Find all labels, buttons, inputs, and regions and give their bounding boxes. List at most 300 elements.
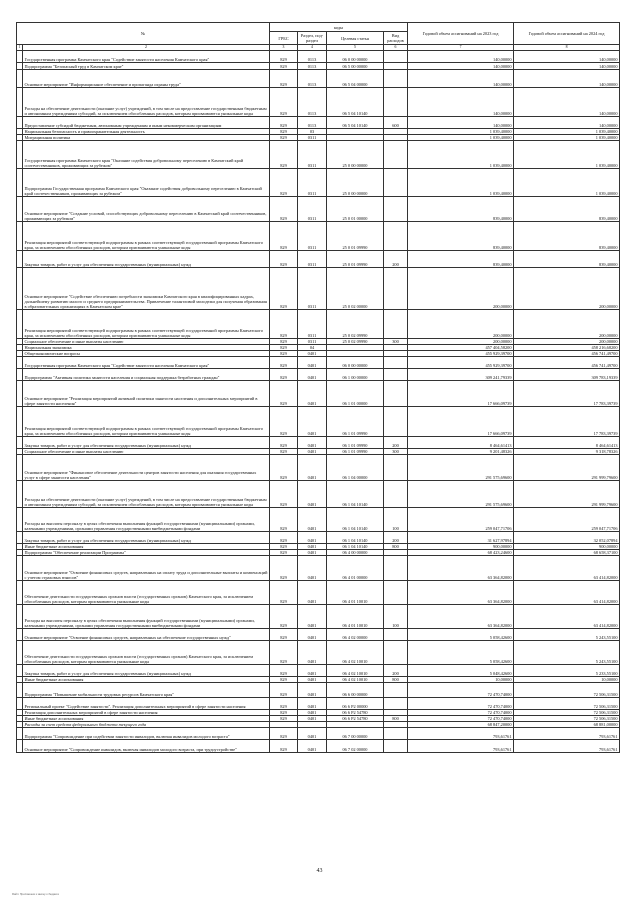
header-num: № bbox=[17, 23, 270, 45]
row-razdel: 0311 bbox=[298, 197, 327, 222]
row-vid bbox=[384, 141, 408, 169]
table-row bbox=[17, 357, 620, 369]
row-value-2023: 457 404,58200 bbox=[408, 345, 514, 351]
row-vid bbox=[384, 581, 408, 605]
row-value-2023: 8 464,61413 bbox=[408, 437, 514, 449]
row-name: Государственная программа Камчатского края "Содействие занятости населения Камчатского края" bbox=[23, 51, 270, 63]
row-value-2024: 291 999,79600 bbox=[514, 481, 620, 508]
row-value-2023: 140,00000 bbox=[408, 88, 514, 117]
row-grbs: 829 bbox=[270, 449, 298, 455]
row-name: Реализация мероприятий соответствующей подпрограммы в рамках соответствующей государственной программы Камчатского края, за исключением обособленных расходов, которым присваиваются уникальные коды bbox=[23, 222, 270, 251]
row-value-2023: 68 847,20000 bbox=[408, 722, 514, 728]
row-vid bbox=[384, 728, 408, 740]
row-article: 06 1 04 10140 bbox=[327, 544, 384, 550]
row-value-2024: 200,00000 bbox=[514, 339, 620, 345]
row-name: Обеспечение деятельности государственных органов власти (государственных органов) Камчатского края, за исключением обособленных расходов, которым присваиваются уникальные коды bbox=[23, 641, 270, 665]
row-vid bbox=[384, 455, 408, 481]
row-grbs: 829 bbox=[270, 716, 298, 722]
budget-sheet bbox=[16, 22, 619, 753]
row-value-2024: 1 039,40000 bbox=[514, 129, 620, 135]
column-number: 6 bbox=[384, 45, 408, 51]
row-razdel: 0401 bbox=[298, 544, 327, 550]
row-vid bbox=[384, 556, 408, 581]
row-vid bbox=[384, 70, 408, 88]
row-article: 06 1 00 00000 bbox=[327, 369, 384, 381]
row-grbs: 829 bbox=[270, 135, 298, 141]
row-article: 25 0 02 00000 bbox=[327, 268, 384, 310]
row-razdel: 0113 bbox=[298, 51, 327, 63]
row-value-2023: 68 423,24600 bbox=[408, 550, 514, 556]
row-grbs: 829 bbox=[270, 51, 298, 63]
row-article: 06 4 00 00000 bbox=[327, 550, 384, 556]
row-value-2023: 1 039,40000 bbox=[408, 135, 514, 141]
row-article: 25 0 01 00000 bbox=[327, 197, 384, 222]
row-value-2024: 140,00000 bbox=[514, 70, 620, 88]
column-number: 5 bbox=[327, 45, 384, 51]
row-value-2023: 9 201,48326 bbox=[408, 449, 514, 455]
row-name: Закупка товаров, работ и услуг для обеспечения государственных (муниципальных) нужд bbox=[23, 665, 270, 677]
row-value-2024: 458 216,68200 bbox=[514, 345, 620, 351]
row-name: Реализация дополнительных мероприятий в сфере занятости населения bbox=[23, 710, 270, 716]
row-grbs: 829 bbox=[270, 455, 298, 481]
row-value-2024: 839,40000 bbox=[514, 251, 620, 268]
row-grbs: 829 bbox=[270, 169, 298, 197]
row-grbs: 829 bbox=[270, 508, 298, 532]
row-razdel: 0113 bbox=[298, 88, 327, 117]
table-row bbox=[17, 437, 620, 449]
row-value-2023: 900,00000 bbox=[408, 544, 514, 550]
row-grbs: 829 bbox=[270, 437, 298, 449]
row-value-2023: 72 470,74000 bbox=[408, 710, 514, 716]
table-row bbox=[17, 169, 620, 197]
row-razdel: 0401 bbox=[298, 677, 327, 683]
table-row bbox=[17, 698, 620, 710]
row-grbs: 829 bbox=[270, 117, 298, 129]
row-value-2024: 72 506,31500 bbox=[514, 710, 620, 716]
row-vid bbox=[384, 481, 408, 508]
row-value-2023: 63 364,82000 bbox=[408, 605, 514, 629]
row-grbs: 829 bbox=[270, 268, 298, 310]
table-row bbox=[17, 369, 620, 381]
row-name: Подпрограмма "Активная политика занятости населения и социальная поддержка безработных граждан" bbox=[23, 369, 270, 381]
header-grbs: ГРБС bbox=[270, 32, 298, 45]
row-grbs: 829 bbox=[270, 310, 298, 339]
row-article: 25 0 02 09990 bbox=[327, 339, 384, 345]
row-name: Основное мероприятие "Реализация мероприятий активной политики занятости населения и дополнительных мероприятий в сфере занятости населения" bbox=[23, 381, 270, 407]
row-vid: 200 bbox=[384, 251, 408, 268]
table-row bbox=[17, 629, 620, 641]
row-value-2023: 455 929,39700 bbox=[408, 357, 514, 369]
row-value-2023: 291 575,69600 bbox=[408, 481, 514, 508]
row-name: Подпрограмма "Безопасный труд в Камчатском крае" bbox=[23, 63, 270, 70]
row-value-2024: 839,40000 bbox=[514, 197, 620, 222]
row-value-2024: 456 741,49700 bbox=[514, 351, 620, 357]
table-row bbox=[17, 88, 620, 117]
row-value-2023: 17 666,09739 bbox=[408, 407, 514, 437]
table-row bbox=[17, 141, 620, 169]
row-value-2024: 68 881,00000 bbox=[514, 722, 620, 728]
row-article: 06 4 01 00000 bbox=[327, 556, 384, 581]
row-vid bbox=[384, 369, 408, 381]
table-row bbox=[17, 268, 620, 310]
row-value-2023: 63 364,82000 bbox=[408, 581, 514, 605]
row-razdel: 0311 bbox=[298, 135, 327, 141]
row-article: 06 6 P2 00000 bbox=[327, 698, 384, 710]
row-vid bbox=[384, 381, 408, 407]
row-value-2023: 200,00000 bbox=[408, 268, 514, 310]
row-razdel: 0401 bbox=[298, 556, 327, 581]
row-vid bbox=[384, 88, 408, 117]
row-vid bbox=[384, 641, 408, 665]
table-row bbox=[17, 310, 620, 339]
row-vid: 200 bbox=[384, 532, 408, 544]
row-value-2023: 140,00000 bbox=[408, 51, 514, 63]
row-name: Национальная безопасность и правоохранительная деятельность bbox=[23, 129, 270, 135]
row-vid bbox=[384, 51, 408, 63]
row-value-2024: 72 506,31500 bbox=[514, 698, 620, 710]
row-razdel: 0401 bbox=[298, 407, 327, 437]
table-row bbox=[17, 665, 620, 677]
row-name: Основное мероприятие "Создание условий, способствующих добровольному переселению в Камчатский край соотечественников, проживающих за рубежом" bbox=[23, 197, 270, 222]
row-vid bbox=[384, 222, 408, 251]
row-name: Расходы на обеспечение деятельности (оказание услуг) учреждений, в том числе на предоставление государственным бюджетным и автономным учреждениям субсидий, за исключением обособленных расходов, которым присваиваются уникальные коды bbox=[23, 481, 270, 508]
row-name: Иные бюджетные ассигнования bbox=[23, 677, 270, 683]
row-vid: 600 bbox=[384, 117, 408, 129]
table-row bbox=[17, 51, 620, 63]
row-article: 06 5 00 00000 bbox=[327, 63, 384, 70]
row-value-2024: 72 506,31500 bbox=[514, 716, 620, 722]
row-razdel: 0401 bbox=[298, 683, 327, 698]
row-value-2023: 72 470,74000 bbox=[408, 683, 514, 698]
row-value-2024: 32 052,07894 bbox=[514, 532, 620, 544]
row-article: 06 5 04 00000 bbox=[327, 70, 384, 88]
row-name: Основное мероприятие "Освоение финансовых средств, направленных на обеспечение государственных нужд" bbox=[23, 629, 270, 641]
row-vid: 800 bbox=[384, 677, 408, 683]
row-name: Основное мероприятие "Содействие обеспечению потребности экономики Камчатского края в квалифицированных кадрах, дальнейшему развитию малого и среднего предпринимательства. Привлечение талантливой молодежи для получения образования в образовательных организациях в Камчатском крае" bbox=[23, 268, 270, 310]
row-razdel: 0401 bbox=[298, 508, 327, 532]
row-vid: 800 bbox=[384, 544, 408, 550]
row-article: 06 1 01 00000 bbox=[327, 381, 384, 407]
row-razdel: 0311 bbox=[298, 251, 327, 268]
row-article: 06 5 04 10140 bbox=[327, 117, 384, 129]
row-grbs: 829 bbox=[270, 698, 298, 710]
header-article: Целевая статья bbox=[327, 32, 384, 45]
header-year-2024: Годовой объем ассигнований на 2024 год bbox=[514, 23, 620, 45]
row-razdel: 0401 bbox=[298, 455, 327, 481]
row-vid bbox=[384, 683, 408, 698]
table-row bbox=[17, 381, 620, 407]
row-article: 06 7 02 00000 bbox=[327, 740, 384, 753]
table-row bbox=[17, 70, 620, 88]
row-razdel: 0401 bbox=[298, 550, 327, 556]
row-grbs: 829 bbox=[270, 381, 298, 407]
row-grbs: 829 bbox=[270, 339, 298, 345]
row-article: 06 5 04 10140 bbox=[327, 88, 384, 117]
table-row bbox=[17, 641, 620, 665]
row-name: Предоставление субсидий бюджетным, автономным учреждениям и иным некоммерческим организациям bbox=[23, 117, 270, 129]
row-value-2023: 259 047,71706 bbox=[408, 508, 514, 532]
row-name: Расходы на выплаты персоналу в целях обеспечения выполнения функций государственными (муниципальными) органами, казенными учреждениями, органами управления государственными внебюджетными фондами bbox=[23, 508, 270, 532]
row-value-2024: 17 783,39739 bbox=[514, 381, 620, 407]
row-razdel: 0311 bbox=[298, 141, 327, 169]
row-grbs: 829 bbox=[270, 550, 298, 556]
row-value-2024: 1 039,40000 bbox=[514, 135, 620, 141]
table-row bbox=[17, 740, 620, 753]
row-razdel: 0401 bbox=[298, 532, 327, 544]
row-value-2024: 9 318,78326 bbox=[514, 449, 620, 455]
row-value-2023: 200,00000 bbox=[408, 339, 514, 345]
budget-table bbox=[16, 22, 620, 753]
column-number: 1 bbox=[17, 45, 23, 51]
row-value-2024: 200,00000 bbox=[514, 310, 620, 339]
row-article: 06 4 02 10010 bbox=[327, 677, 384, 683]
row-value-2024: 63 414,82000 bbox=[514, 581, 620, 605]
row-value-2023: 140,00000 bbox=[408, 117, 514, 129]
row-value-2023: 839,40000 bbox=[408, 251, 514, 268]
row-vid bbox=[384, 698, 408, 710]
row-grbs: 829 bbox=[270, 129, 298, 135]
row-article: 25 0 00 00000 bbox=[327, 141, 384, 169]
row-value-2024: 900,00000 bbox=[514, 544, 620, 550]
row-name: Закупка товаров, работ и услуг для обеспечения государственных (муниципальных) нужд bbox=[23, 251, 270, 268]
row-article: 06 4 02 10010 bbox=[327, 665, 384, 677]
row-name: Региональный проект "Содействие занятости". Реализация дополнительных мероприятий в сфере занятости населения bbox=[23, 698, 270, 710]
table-row bbox=[17, 728, 620, 740]
row-article: 06 6 P2 54780 bbox=[327, 716, 384, 722]
row-value-2023: 200,00000 bbox=[408, 310, 514, 339]
row-razdel: 0401 bbox=[298, 710, 327, 716]
table-row bbox=[17, 117, 620, 129]
row-name: Закупка товаров, работ и услуг для обеспечения государственных (муниципальных) нужд bbox=[23, 437, 270, 449]
row-value-2024: 68 658,37100 bbox=[514, 550, 620, 556]
row-grbs: 829 bbox=[270, 70, 298, 88]
row-grbs: 829 bbox=[270, 197, 298, 222]
row-article: 06 1 04 00000 bbox=[327, 455, 384, 481]
row-article: 06 4 01 10010 bbox=[327, 605, 384, 629]
row-razdel: 0113 bbox=[298, 117, 327, 129]
row-vid bbox=[384, 629, 408, 641]
row-grbs: 829 bbox=[270, 88, 298, 117]
table-row bbox=[17, 508, 620, 532]
column-number: 4 bbox=[298, 45, 327, 51]
row-razdel: 0401 bbox=[298, 357, 327, 369]
row-value-2024: 63 414,82000 bbox=[514, 605, 620, 629]
row-article: 25 0 01 09990 bbox=[327, 251, 384, 268]
row-name: Общеэкономические вопросы bbox=[23, 351, 270, 357]
column-number: 2 bbox=[23, 45, 270, 51]
row-value-2024: 140,00000 bbox=[514, 63, 620, 70]
row-value-2023: 5 048,42600 bbox=[408, 665, 514, 677]
row-value-2024: 72 506,31500 bbox=[514, 683, 620, 698]
row-vid: 100 bbox=[384, 508, 408, 532]
row-razdel: 0401 bbox=[298, 369, 327, 381]
row-name: Основное мероприятие "Освоение финансовых средств, направленных на оплату труда и дополнительные выплаты и компенсаций с учетом страховых взносов" bbox=[23, 556, 270, 581]
row-vid: 200 bbox=[384, 665, 408, 677]
row-value-2024: 259 047,71706 bbox=[514, 508, 620, 532]
row-grbs: 829 bbox=[270, 369, 298, 381]
row-name: Реализация мероприятий соответствующей подпрограммы в рамках соответствующей государственной программы Камчатского края, за исключением обособленных расходов, которым присваиваются уникальные коды bbox=[23, 407, 270, 437]
row-value-2024: 140,00000 bbox=[514, 117, 620, 129]
row-value-2023: 17 666,09739 bbox=[408, 381, 514, 407]
table-row bbox=[17, 251, 620, 268]
row-grbs: 829 bbox=[270, 556, 298, 581]
row-value-2024: 839,40000 bbox=[514, 222, 620, 251]
header-year-2023: Годовой объем ассигнований на 2023 год bbox=[408, 23, 514, 45]
row-name: Подпрограмма Государственная программа Камчатского края "Оказание содействия добровольному переселению в Камчатский край соотечественников, проживающих за рубежом" bbox=[23, 169, 270, 197]
row-value-2023: 5 058,42600 bbox=[408, 641, 514, 665]
table-row bbox=[17, 532, 620, 544]
row-value-2024: 1 039,40000 bbox=[514, 169, 620, 197]
table-row bbox=[17, 407, 620, 437]
row-name: Иные бюджетные ассигнования bbox=[23, 544, 270, 550]
row-value-2023: 1 039,40000 bbox=[408, 129, 514, 135]
row-grbs: 829 bbox=[270, 665, 298, 677]
row-article: 06 1 04 10140 bbox=[327, 532, 384, 544]
row-grbs: 829 bbox=[270, 641, 298, 665]
row-razdel: 03 bbox=[298, 129, 327, 135]
row-name: Основное мероприятие "Сопровождение инвалидов, включая инвалидов молодого возраста, при трудоустройстве" bbox=[23, 740, 270, 753]
row-value-2023: 1 039,40000 bbox=[408, 141, 514, 169]
row-razdel: 04 bbox=[298, 345, 327, 351]
row-article: 06 6 00 00000 bbox=[327, 683, 384, 698]
row-vid bbox=[384, 169, 408, 197]
row-razdel: 0401 bbox=[298, 641, 327, 665]
row-article: 25 0 02 09990 bbox=[327, 310, 384, 339]
table-row bbox=[17, 481, 620, 508]
header-codes: коды bbox=[270, 23, 408, 32]
row-article: 06 1 01 09990 bbox=[327, 407, 384, 437]
row-vid: 300 bbox=[384, 339, 408, 345]
table-row bbox=[17, 683, 620, 698]
header-vid: Вид расходов bbox=[384, 32, 408, 45]
column-number: 8 bbox=[514, 45, 620, 51]
row-vid: 100 bbox=[384, 605, 408, 629]
row-value-2023: 793,61761 bbox=[408, 728, 514, 740]
row-article: 06 1 04 10140 bbox=[327, 481, 384, 508]
row-article: 06 7 00 00000 bbox=[327, 728, 384, 740]
row-value-2023: 72 470,74000 bbox=[408, 716, 514, 722]
row-value-2023: 63 364,82000 bbox=[408, 556, 514, 581]
row-name: Расходы на выплаты персоналу в целях обеспечения выполнения функций государственными (муниципальными) органами, казенными учреждениями, органами управления государственными внебюджетными фондами bbox=[23, 605, 270, 629]
row-vid bbox=[384, 357, 408, 369]
row-razdel: 0401 bbox=[298, 629, 327, 641]
row-grbs: 829 bbox=[270, 222, 298, 251]
row-name: Государственная программа Камчатского края "Оказание содействия добровольному переселению в Камчатский край соотечественников, проживающих за рубежом" bbox=[23, 141, 270, 169]
row-grbs: 829 bbox=[270, 532, 298, 544]
row-grbs: 829 bbox=[270, 345, 298, 351]
row-name: Иные бюджетные ассигнования bbox=[23, 716, 270, 722]
row-value-2023: 72 470,74000 bbox=[408, 698, 514, 710]
row-name: Миграционная политика bbox=[23, 135, 270, 141]
row-value-2023: 5 058,42600 bbox=[408, 629, 514, 641]
row-name: Закупка товаров, работ и услуг для обеспечения государственных (муниципальных) нужд bbox=[23, 532, 270, 544]
page-number: 43 bbox=[316, 868, 323, 874]
row-name: Государственная программа Камчатского края "Содействие занятости населения Камчатского края" bbox=[23, 357, 270, 369]
row-razdel: 0311 bbox=[298, 169, 327, 197]
row-article: 06 1 01 09990 bbox=[327, 437, 384, 449]
row-article: 06 4 02 10010 bbox=[327, 641, 384, 665]
row-razdel: 0401 bbox=[298, 716, 327, 722]
row-razdel: 0401 bbox=[298, 581, 327, 605]
row-razdel: 0401 bbox=[298, 728, 327, 740]
row-value-2024: 140,00000 bbox=[514, 88, 620, 117]
row-grbs: 829 bbox=[270, 141, 298, 169]
row-value-2023: 291 575,69600 bbox=[408, 455, 514, 481]
row-value-2024: 309 783,19339 bbox=[514, 369, 620, 381]
row-vid bbox=[384, 268, 408, 310]
row-vid: 200 bbox=[384, 437, 408, 449]
table-row bbox=[17, 63, 620, 70]
footer-note: Файл: Приложение к закону о бюджете bbox=[12, 893, 60, 896]
row-value-2023: 1 039,40000 bbox=[408, 169, 514, 197]
row-razdel: 0401 bbox=[298, 449, 327, 455]
row-article: 06 1 04 10140 bbox=[327, 508, 384, 532]
row-razdel: 0401 bbox=[298, 437, 327, 449]
row-grbs: 829 bbox=[270, 63, 298, 70]
row-name: Реализация мероприятий соответствующей подпрограммы в рамках соответствующей государственной программы Камчатского края, за исключением обособленных расходов, которым присваиваются уникальные коды bbox=[23, 310, 270, 339]
row-value-2023: 839,40000 bbox=[408, 222, 514, 251]
row-razdel: 0311 bbox=[298, 310, 327, 339]
row-value-2024: 63 414,82000 bbox=[514, 556, 620, 581]
row-vid bbox=[384, 63, 408, 70]
row-grbs: 829 bbox=[270, 407, 298, 437]
row-grbs: 829 bbox=[270, 357, 298, 369]
row-name: Подпрограмма "Сопровождение при содействии занятости инвалидов, включая инвалидов молодого возраста" bbox=[23, 728, 270, 740]
table-row bbox=[17, 222, 620, 251]
row-article: 25 0 01 09990 bbox=[327, 222, 384, 251]
row-value-2024: 793,61761 bbox=[514, 740, 620, 753]
row-value-2024: 17 783,39739 bbox=[514, 407, 620, 437]
row-value-2023: 10,00000 bbox=[408, 677, 514, 683]
row-value-2024: 793,61761 bbox=[514, 728, 620, 740]
header-razdel: Раздел, под-раздел bbox=[298, 32, 327, 45]
row-razdel: 0113 bbox=[298, 63, 327, 70]
row-value-2024: 1 039,40000 bbox=[514, 141, 620, 169]
row-name: Подпрограмма "Повышение мобильности трудовых ресурсов Камчатского края" bbox=[23, 683, 270, 698]
table-row bbox=[17, 455, 620, 481]
row-value-2024: 291 999,79600 bbox=[514, 455, 620, 481]
row-vid: 300 bbox=[384, 449, 408, 455]
row-value-2023: 140,00000 bbox=[408, 63, 514, 70]
table-row bbox=[17, 605, 620, 629]
row-article: 06 0 00 00000 bbox=[327, 357, 384, 369]
row-razdel: 0401 bbox=[298, 698, 327, 710]
row-vid bbox=[384, 740, 408, 753]
row-name: Национальная экономика bbox=[23, 345, 270, 351]
row-grbs: 829 bbox=[270, 481, 298, 508]
row-grbs: 829 bbox=[270, 677, 298, 683]
row-value-2024: 456 741,49700 bbox=[514, 357, 620, 369]
row-article: 06 0 00 00000 bbox=[327, 51, 384, 63]
row-value-2024: 10,00000 bbox=[514, 677, 620, 683]
row-razdel: 0401 bbox=[298, 381, 327, 407]
table-row bbox=[17, 581, 620, 605]
row-razdel: 0311 bbox=[298, 268, 327, 310]
row-value-2023: 455 929,39700 bbox=[408, 351, 514, 357]
row-name: Социальное обеспечение и иные выплаты населению bbox=[23, 449, 270, 455]
row-name: Расходы за счет средств федерального бюджета текущего года bbox=[23, 722, 270, 728]
row-razdel: 0113 bbox=[298, 70, 327, 88]
row-article: 06 6 P2 54780 bbox=[327, 710, 384, 716]
row-grbs: 829 bbox=[270, 740, 298, 753]
row-name: Расходы на обеспечение деятельности (оказание услуг) учреждений, в том числе на предоставление государственным бюджетным и автономным учреждениям субсидий, за исключением обособленных расходов, которым присваиваются уникальные коды bbox=[23, 88, 270, 117]
row-razdel: 0401 bbox=[298, 481, 327, 508]
row-article: 06 1 01 09990 bbox=[327, 449, 384, 455]
row-value-2023: 31 627,97894 bbox=[408, 532, 514, 544]
row-vid bbox=[384, 197, 408, 222]
row-name: Основное мероприятие "Информационное обеспечение и пропаганда охраны труда" bbox=[23, 70, 270, 88]
row-value-2023: 309 241,79339 bbox=[408, 369, 514, 381]
